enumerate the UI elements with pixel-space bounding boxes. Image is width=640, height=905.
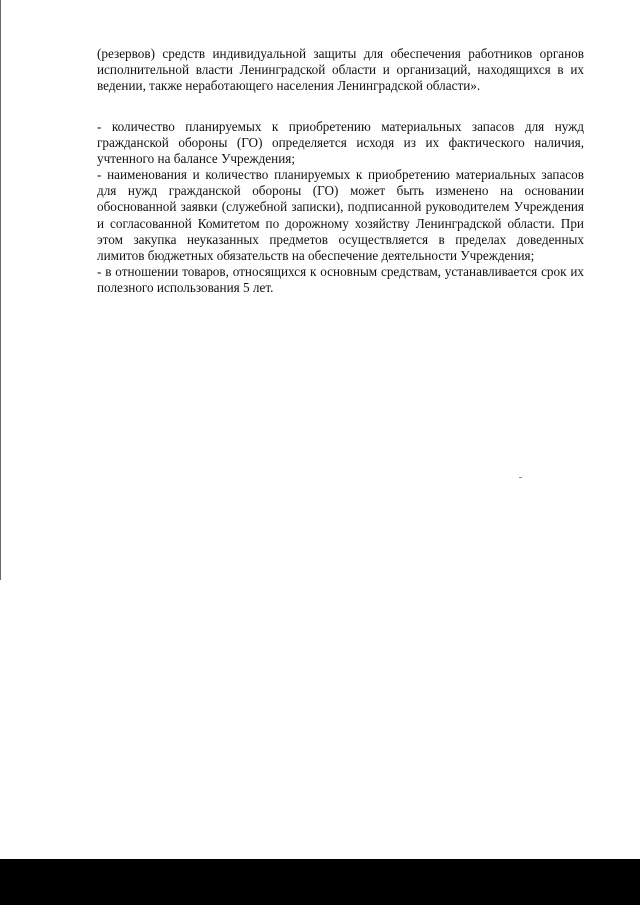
scan-left-edge bbox=[0, 0, 1, 580]
list-item-2: - наименования и количество планируемых к приобретению материальных запасов для нужд гражданской обороны (ГО) может быть изменено на основании обоснованной заявки (служебной записки), подписанной руководителем Учреждения и согласованной Комитетом по дорожному хозяйству Ленинградской области. При этом закупка неуказанных предметов осуществляется в пределах доведенных лимитов бюджетных обязательств на обеспечение деятельности Учреждения; bbox=[97, 167, 584, 263]
list-item-1: - количество планируемых к приобретению материальных запасов для нужд гражданской обороны (ГО) определяется исходя из их фактического наличия, учтенного на балансе Учреждения; bbox=[97, 119, 584, 167]
list-block bbox=[97, 119, 584, 296]
scan-bottom-border bbox=[0, 859, 640, 905]
scan-speck bbox=[519, 477, 522, 478]
intro-paragraph: (резервов) средств индивидуальной защиты для обеспечения работников органов исполнительной власти Ленинградской области и организаций, находящихся в их ведении, также неработающего населения Ленинградской области». bbox=[97, 46, 584, 94]
intro-block bbox=[97, 46, 584, 94]
list-item-3: - в отношении товаров, относящихся к основным средствам, устанавливается срок их полезного использования 5 лет. bbox=[97, 263, 584, 295]
